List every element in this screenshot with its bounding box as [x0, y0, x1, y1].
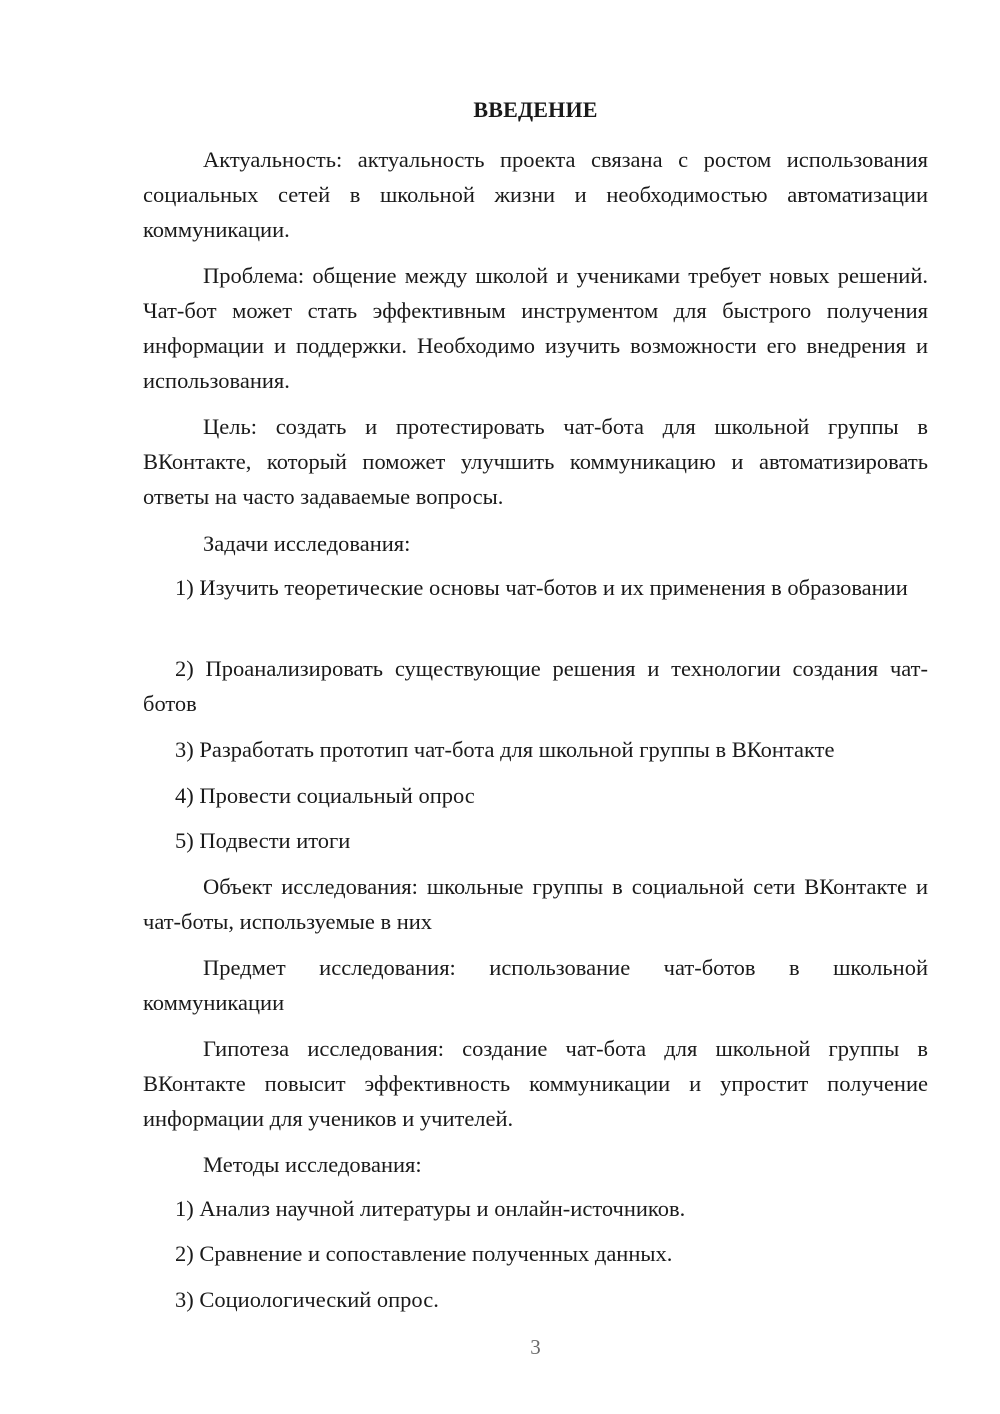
task-item-1: 1) Изучить теоретические основы чат-ботов и их применения в образовании: [175, 575, 908, 600]
page-number: 3: [530, 1335, 541, 1359]
method-item-1: 1) Анализ научной литературы и онлайн-источников.: [175, 1196, 686, 1221]
paragraph-tasks-heading: Задачи исследования:: [203, 531, 411, 556]
paragraph-object: Объект исследования: школьные группы в социальной сети ВКонтакте и чат-боты, используемые в них: [143, 874, 928, 934]
paragraph-goal: Цель: создать и протестировать чат-бота для школьной группы в ВКонтакте, который поможет улучшить коммуникацию и автоматизировать ответы на часто задаваемые вопросы.: [143, 414, 928, 509]
paragraph-problem: Проблема: общение между школой и учениками требует новых решений. Чат-бот может стать эффективным инструментом для быстрого получения информации и поддержки. Необходимо изучить возможности его внедрения и использования.: [143, 263, 928, 393]
method-item-2: 2) Сравнение и сопоставление полученных данных.: [175, 1241, 673, 1266]
paragraph-relevance: Актуальность: актуальность проекта связана с ростом использования социальных сетей в школьной жизни и необходимостью автоматизации коммуникации.: [143, 147, 928, 242]
paragraph-methods-heading: Методы исследования:: [203, 1152, 422, 1177]
document-page: [143, 0, 928, 1414]
task-item-2: 2) Проанализировать существующие решения и технологии создания чат-ботов: [143, 656, 928, 716]
task-item-5: 5) Подвести итоги: [175, 828, 351, 853]
task-item-4: 4) Провести социальный опрос: [175, 783, 475, 808]
paragraph-hypothesis: Гипотеза исследования: создание чат-бота для школьной группы в ВКонтакте повысит эффективность коммуникации и упростит получение информации для учеников и учителей.: [143, 1036, 928, 1131]
task-item-3: 3) Разработать прототип чат-бота для школьной группы в ВКонтакте: [175, 737, 835, 762]
paragraph-subject: Предмет исследования: использование чат-ботов в школьной коммуникации: [143, 955, 928, 1015]
page-title: ВВЕДЕНИЕ: [473, 97, 598, 122]
method-item-3: 3) Социологический опрос.: [175, 1287, 439, 1312]
